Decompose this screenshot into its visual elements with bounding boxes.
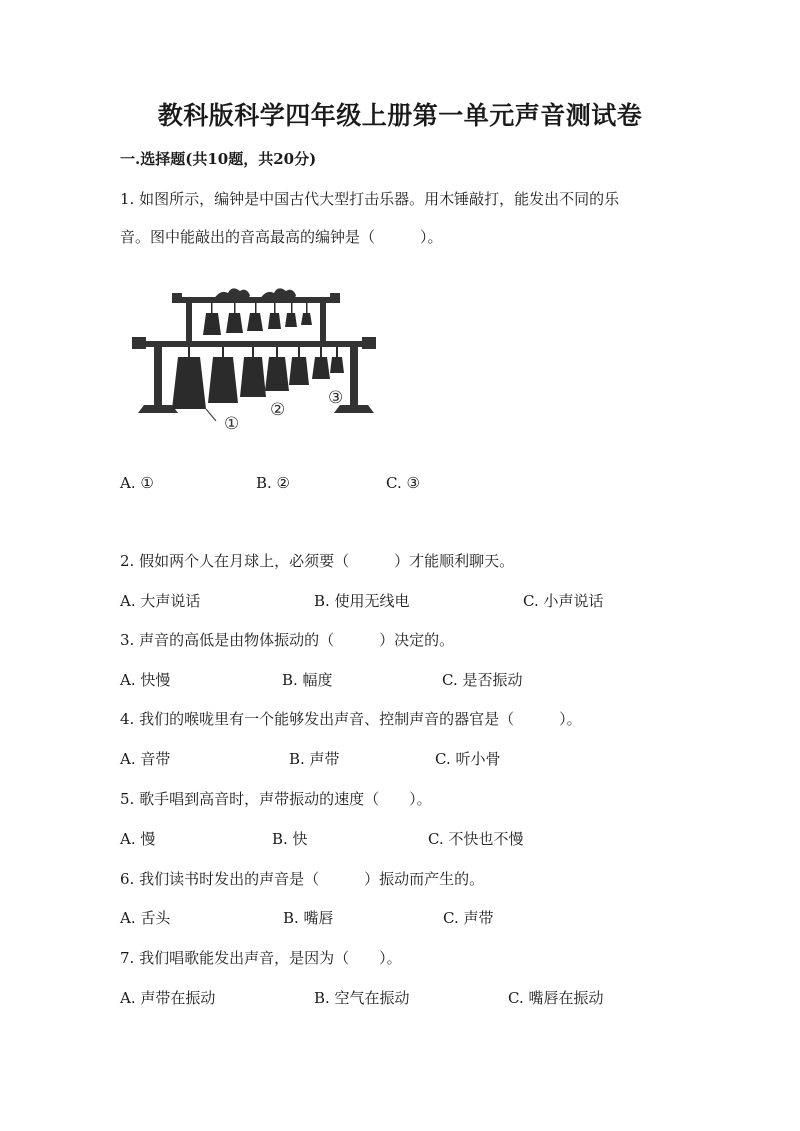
question-6-line: 6. 我们读书时发出的声音是（ ）振动而产生的。 [120,870,485,888]
bianzhong-bells-figure [128,283,380,435]
question-4-option-b[interactable]: B. 声带 [289,750,340,768]
question-5-option-c[interactable]: C. 不快也不慢 [428,830,524,848]
question-2-option-a[interactable]: A. 大声说话 [120,592,201,610]
question-1-line-2: 音。图中能敲出的音高最高的编钟是（ ）。 [120,228,443,246]
question-3-option-b[interactable]: B. 幅度 [282,671,333,689]
question-1-option-b[interactable]: B. ② [256,474,291,492]
section-heading: 一.选择题(共10题，共20分) [120,150,317,168]
question-3-line: 3. 声音的高低是由物体振动的（ ）决定的。 [120,631,455,649]
question-7-option-a[interactable]: A. 声带在振动 [120,989,216,1007]
question-4-line: 4. 我们的喉咙里有一个能够发出声音、控制声音的器官是（ ）。 [120,710,582,728]
question-5-option-b[interactable]: B. 快 [272,830,308,848]
question-7-option-b[interactable]: B. 空气在振动 [314,989,410,1007]
question-7-line: 7. 我们唱歌能发出声音，是因为（ ）。 [120,949,402,967]
question-6-option-a[interactable]: A. 舌头 [120,909,171,927]
question-3-option-a[interactable]: A. 快慢 [120,671,171,689]
question-6-option-c[interactable]: C. 声带 [443,909,494,927]
question-2-option-b[interactable]: B. 使用无线电 [314,592,410,610]
question-3-option-c[interactable]: C. 是否振动 [442,671,523,689]
question-4-option-a[interactable]: A. 音带 [120,750,171,768]
bell-label-2: ② [270,400,286,420]
page-title: 教科版科学四年级上册第一单元声音测试卷 [157,101,643,130]
question-7-option-c[interactable]: C. 嘴唇在振动 [508,989,604,1007]
question-2-option-c[interactable]: C. 小声说话 [523,592,604,610]
question-1-option-a[interactable]: A. ① [120,474,154,492]
question-1-line-1: 1. 如图所示，编钟是中国古代大型打击乐器。用木锤敲打，能发出不同的乐 [120,190,620,208]
bell-label-1: ① [224,414,240,434]
question-5-option-a[interactable]: A. 慢 [120,830,156,848]
question-4-option-c[interactable]: C. 听小骨 [435,750,501,768]
question-6-option-b[interactable]: B. 嘴唇 [283,909,334,927]
question-5-line: 5. 歌手唱到高音时，声带振动的速度（ ）。 [120,790,432,808]
question-1-option-c[interactable]: C. ③ [386,474,420,492]
bell-label-3: ③ [328,388,344,408]
question-2-line: 2. 假如两个人在月球上，必须要（ ）才能顺利聊天。 [120,552,515,570]
